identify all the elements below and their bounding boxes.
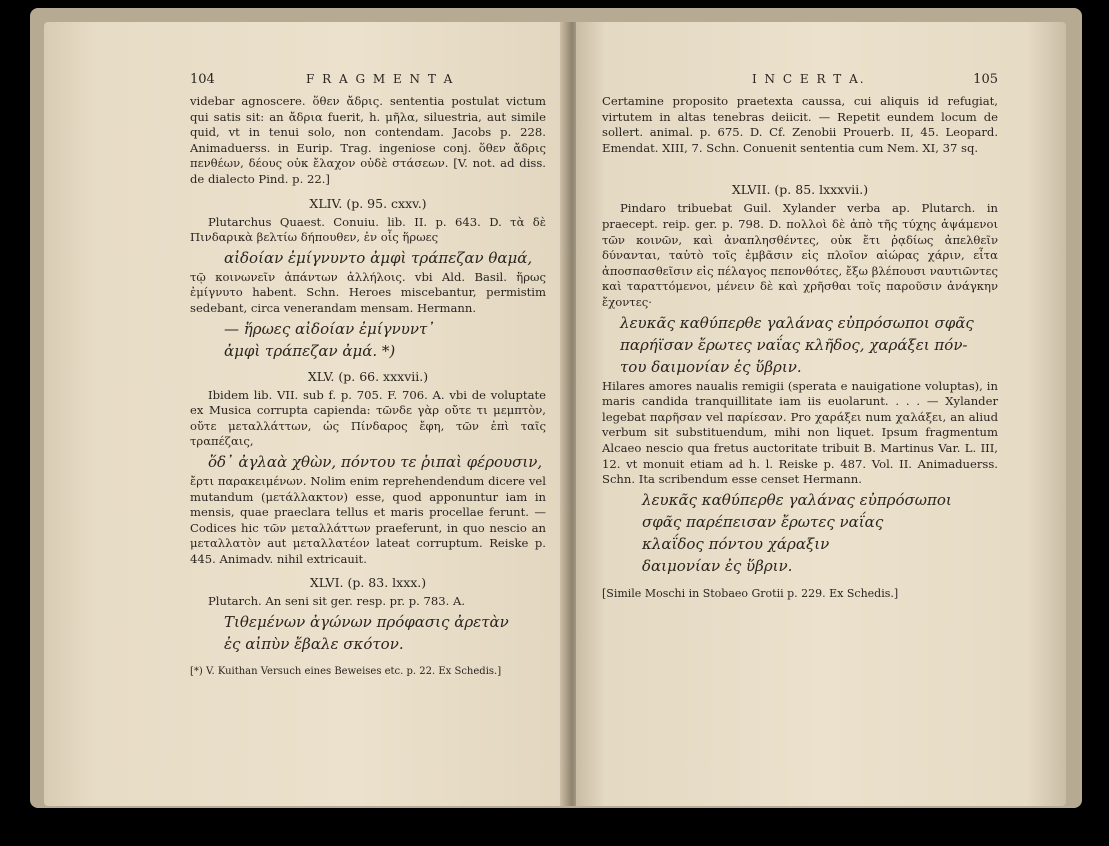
greek-verse: παρήϊσαν ἔρωτες ναΐας κλῆδος, χαράξει πόν- <box>620 335 968 354</box>
running-head: F R A G M E N T A <box>306 72 455 86</box>
right-text-block <box>602 72 998 601</box>
greek-verse: ἀμφὶ τράπεζαν ἀμά. *) <box>224 341 396 360</box>
greek-verse: — ἥρωες αἰδοίαν ἐμίγνυντ᾽ <box>224 319 435 338</box>
greek-verse: λευκᾶς καθύπερθε γαλάνας εὐπρόσωποι σφᾶς <box>620 313 974 332</box>
paragraph: Plutarchus Quaest. Conuiu. lib. II. p. 643. D. τὰ δὲ Πινδαρικὰ βελτίω δήπουθεν, ἐν οἷς ἥρωες <box>190 214 546 245</box>
section-heading: XLIV. (p. 95. cxxv.) <box>309 195 427 211</box>
paragraph: Hilares amores naualis remigii (sperata e nauigatione voluptas), in maris candida tranquillitate iam iis euolarunt. . . . — Xylander legebat παρῆσαν vel παρίεσαν. Pro χαράξει num χαλάξει, an aliud verbum sit substituendum, mihi non liquet. Ipsum fragmentum Alcaeo nescio qua fretus auctoritate tribuit B. Martinus Var. L. III, 12. vt monuit etiam ad h. l. Reiske p. 487. Vol. II. Animaduerss. Schn. Ita scribendum esse censet Hermann. <box>602 378 998 487</box>
right-page <box>576 22 1066 806</box>
paragraph: τῷ κοινωνεῖν ἁπάντων ἀλλήλοις. vbi Ald. Basil. ἥρως ἐμίγνυτο habent. Schn. Heroes miscebantur, permistim sedebant, circa venerandam mensam. Hermann. <box>190 269 546 315</box>
footnote: [*) V. Kuithan Versuch eines Beweises etc. p. 22. Ex Schedis.] <box>190 666 502 678</box>
greek-verse: δαιμονίαν ἐς ὕβριν. <box>642 556 793 575</box>
page-number: 104 <box>190 72 215 87</box>
running-head: I N C E R T A. <box>752 72 866 86</box>
greek-verse: λευκᾶς καθύπερθε γαλάνας εὐπρόσωποι <box>642 490 952 509</box>
page-number: 105 <box>973 72 998 87</box>
greek-verse: ὅδ᾽ ἀγλαὰ χθὼν, πόντου τε ῥιπαὶ φέρουσιν, <box>208 452 543 471</box>
section-heading: XLV. (p. 66. xxxvii.) <box>307 368 429 384</box>
paragraph: Certamine proposito praetexta caussa, cui aliquis id refugiat, virtutem in altas tenebras deiicit. — Repetit eundem locum de sollert. animal. p. 675. D. Cf. Zenobii Prouerb. II, 45. Leopard. Emendat. XIII, 7. Schn. Conuenit sententia cum Nem. XI, 37 sq. <box>602 94 998 155</box>
paragraph: ἔρτι παρακειμένων. Nolim enim reprehendendum dicere vel mutandum (μετάλλακτον) esse, quod apponuntur iam in mensis, quae praeclara tellus et maris procellae ferunt. — Codices hic τῶν μεταλλάττων praeferunt, in quo nescio an μεταλλατὸν aut μεταλλατέον lateat corruptum. Reiske p. 445. Animadv. nihil extricauit. <box>190 473 546 566</box>
greek-verse: του δαιμονίαν ἐς ὕβριν. <box>620 357 802 376</box>
section-heading: XLVI. (p. 83. lxxx.) <box>309 575 427 591</box>
section-heading: XLVII. (p. 85. lxxxvii.) <box>731 182 869 198</box>
paragraph: Pindaro tribuebat Guil. Xylander verba ap. Plutarch. in praecept. reip. ger. p. 798. D. πολλοὶ δὲ ἀπὸ τῆς τύχης ἁψάμενοι τῶν κοινῶν, καὶ ἀναπλησθέντες, οὐκ ἔτι ῥᾳδίως ἀπελθεῖν δύνανται, ταὐτὸ τοῖς ἐμβᾶσιν εἰς πλοῖον αἰώρας χάριν, εἶτα ἀποσπασθεῖσιν εἰς πέλαγος πεπονθότες, ἔξω βλέπουσι ναυτιῶντες καὶ ταραττόμενοι, μένειν δὲ καὶ χρῆσθαι τοῖς παροῦσιν ἀνάγκην ἔχοντες· <box>602 201 998 309</box>
footnote: [Simile Moschi in Stobaeo Grotii p. 229. Ex Schedis.] <box>602 586 899 600</box>
paragraph: Plutarch. An seni sit ger. resp. pr. p. 783. A. <box>208 594 466 609</box>
left-text-block <box>190 72 546 680</box>
greek-verse: αἰδοίαν ἐμίγνυντο ἀμφὶ τράπεζαν θαμά, <box>224 248 533 267</box>
right-header <box>602 72 998 94</box>
greek-verse: ἐς αἰπὺν ἔβαλε σκότον. <box>224 635 404 654</box>
left-header <box>190 72 546 94</box>
book <box>30 8 1082 808</box>
paragraph: videbar agnoscere. ὅθεν ἄδρις. sententia postulat victum qui satis sit: an ἄδρια fuerit, h. μῆλα, siluestria, aut simile quid, vt in tenui solo, non contendam. Jacobs p. 228. Animaduerss. in Eurip. Trag. ingeniose conj. ὅθεν ἄδρις πενθέων, δέους οὐκ ἔλαχον οὐδὲ στάσεων. [V. not. ad diss. de dialecto Pind. p. 22.] <box>190 94 546 186</box>
greek-verse: σφᾶς παρέπεισαν ἔρωτες ναΐας <box>642 512 884 531</box>
paragraph: Ibidem lib. VII. sub f. p. 705. F. 706. A. vbi de voluptate ex Musica corrupta capienda: τῶνδε γὰρ οὔτε τι μεμπτὸν, οὔτε μεταλλάττων, ὡς Πίνδαρος ἔφη, τῶν ἐπὶ ταῖς τραπέζαις, <box>190 387 546 449</box>
greek-verse: κλαΐδος πόντου χάραξιν <box>642 534 830 553</box>
left-page <box>44 22 568 806</box>
greek-verse: Τιθεμένων ἀγώνων πρόφασις ἀρετὰν <box>224 613 509 632</box>
